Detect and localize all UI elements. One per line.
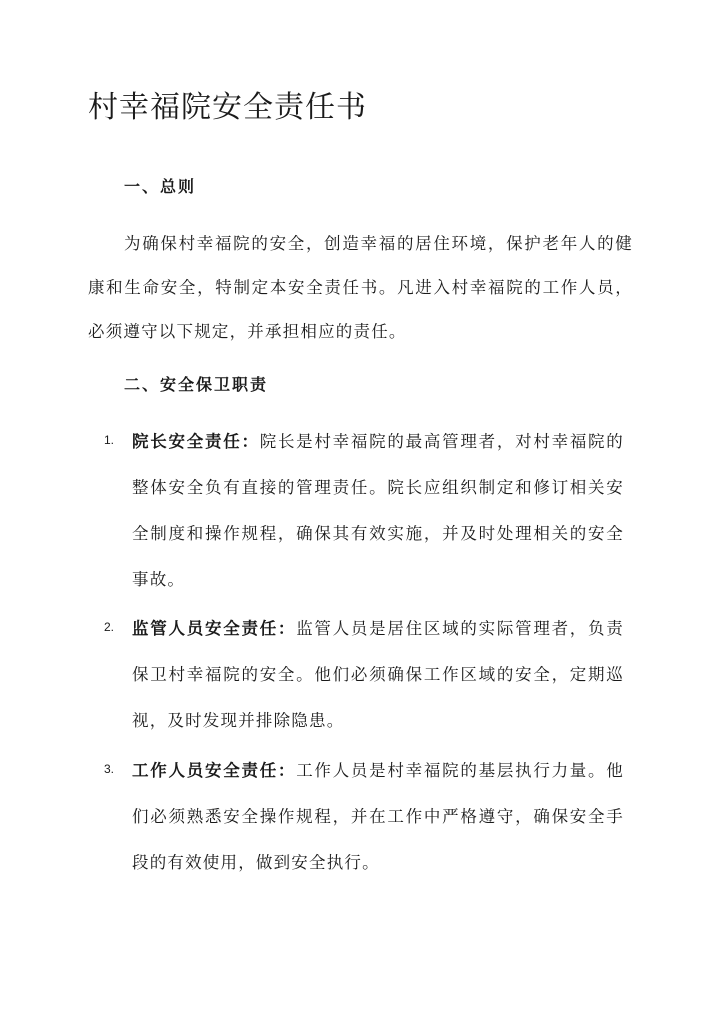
duty-number: 3. (104, 762, 115, 776)
duty-text: 院长是村幸福院的最高管理者，对村幸福院的整体安全负有直接的管理责任。院长应组织制定和修订相关安全制度和操作规程，确保其有效实施，并及时处理相关的安全事故。 (132, 432, 625, 589)
duty-body (132, 748, 624, 886)
duty-item-supervisor (104, 606, 624, 744)
section-heading-security-duties: 二、安全保卫职责 (124, 375, 269, 394)
document-title: 村幸福院安全责任书 (88, 90, 367, 125)
duty-term: 院长安全责任： (132, 432, 260, 451)
duty-term: 工作人员安全责任： (132, 761, 297, 780)
duty-text: 监管人员是居住区域的实际管理者，负责保卫村幸福院的安全。他们必须确保工作区域的安全，定期巡视，及时发现并排除隐患。 (132, 619, 624, 730)
duty-number: 2. (104, 620, 115, 634)
duty-item-director (104, 419, 624, 603)
general-paragraph: 为确保村幸福院的安全，创造幸福的居住环境，保护老年人的健康和生命安全，特制定本安全责任书。凡进入村幸福院的工作人员，必须遵守以下规定，并承担相应的责任。 (88, 234, 633, 341)
duty-number: 1. (104, 433, 115, 447)
duty-text: 工作人员是村幸福院的基层执行力量。他们必须熟悉安全操作规程，并在工作中严格遵守，确保安全手段的有效使用，做到安全执行。 (132, 761, 624, 872)
duty-term: 监管人员安全责任： (132, 619, 297, 638)
duty-body (132, 606, 624, 744)
duty-body (132, 419, 624, 603)
section-heading-general: 一、总则 (124, 177, 197, 196)
duty-item-staff (104, 748, 624, 886)
